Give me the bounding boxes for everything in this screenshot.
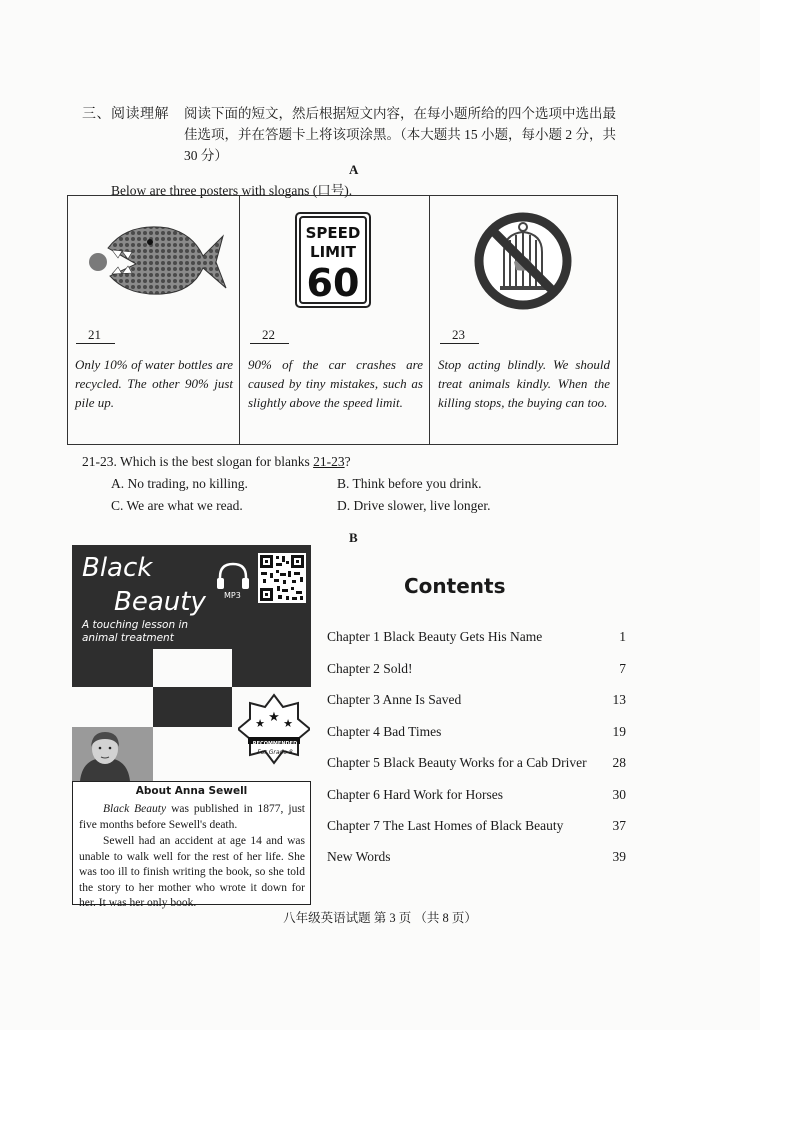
option-b[interactable]: B. Think before you drink.: [337, 476, 482, 491]
about-book-title: Black Beauty: [103, 803, 167, 815]
poster-1-text: Only 10% of water bottles are recycled. The other 90% just pile up.: [75, 357, 233, 410]
part-a-label: A: [349, 162, 359, 177]
sign-number: 60: [306, 261, 360, 305]
toc-item-page: 1: [619, 629, 626, 644]
toc-item-page: 37: [612, 818, 626, 833]
about-paragraph-2: Sewell had an accident at age 14 and was unable to walk well for the rest of her life. She was too ill to finish writing the book, so she told the story to her mother who wrote it down for her. It was her only book.: [79, 835, 305, 909]
toc-item-page: 39: [612, 849, 626, 864]
poster-table: [67, 195, 618, 445]
no-birdcage-icon: [472, 210, 574, 312]
toc-item-page: 19: [612, 724, 626, 739]
speed-limit-sign: [295, 212, 371, 308]
poster-3: [430, 196, 617, 444]
star-icon: ★: [283, 718, 293, 730]
question-stem-blanks: 21-23: [313, 454, 345, 469]
cover-checker-3: [153, 687, 232, 727]
poster-2-text: 90% of the car crashes are caused by tiny mistakes, such as slightly above the speed limit.: [248, 357, 423, 410]
question-stem-suffix: ?: [344, 454, 351, 469]
badge-recommended-text: RECOMMENDED: [252, 741, 298, 747]
question-stem-prefix: 21-23. Which is the best slogan for blanks: [82, 454, 314, 469]
about-author-box: [72, 781, 311, 909]
toc-item-title: Chapter 1 Black Beauty Gets His Name: [327, 629, 543, 644]
star-icon: ★: [268, 709, 280, 724]
about-paragraph-1: [79, 802, 305, 833]
fish-eating-ball-icon: [88, 218, 228, 300]
section-label: 三、阅读理解: [82, 107, 169, 122]
sign-line-2: LIMIT: [310, 243, 356, 261]
question-stem: [82, 454, 351, 470]
toc-item-title: Chapter 3 Anne Is Saved: [327, 692, 462, 707]
author-portrait: [72, 727, 153, 781]
option-a[interactable]: A. No trading, no killing.: [111, 476, 248, 491]
headphones-icon: [215, 561, 251, 591]
poster-2: [240, 196, 430, 444]
poster-3-text: Stop acting blindly. We should treat animals kindly. When the killing stops, the buying can too.: [438, 357, 610, 410]
cover-subtitle: A touching lesson in animal treatment: [82, 619, 189, 644]
page-footer: 八年级英语试题 第 3 页 （共 8 页）: [283, 911, 477, 925]
toc-item-page: 28: [612, 755, 626, 770]
toc-item-page: 7: [619, 661, 626, 676]
part-a-intro: Below are three posters with slogans (口号).: [111, 183, 353, 198]
option-d[interactable]: D. Drive slower, live longer.: [337, 498, 491, 513]
toc-item-title: Chapter 6 Hard Work for Horses: [327, 787, 503, 802]
toc-item-page: 30: [612, 787, 626, 802]
toc-item-title: Chapter 2 Sold!: [327, 661, 413, 676]
section-instruction: 阅读下面的短文，然后根据短文内容，在每小题所给的四个选项中选出最佳选项，并在答题卡上将该项涂黑。（本大题共 15 小题，每小题 2 分，共 30 分）: [184, 106, 616, 163]
cover-title-line2: Beauty: [114, 587, 206, 617]
star-icon: ★: [255, 718, 265, 730]
blank-21: 21: [76, 327, 115, 344]
cover-checker-1: [72, 649, 153, 687]
option-c[interactable]: C. We are what we read.: [111, 498, 243, 513]
blank-22: 22: [250, 327, 289, 344]
badge-grade-text: For Grade 8: [257, 749, 293, 756]
toc-item-title: New Words: [327, 849, 391, 864]
toc-item-page: 13: [612, 692, 626, 707]
toc-item-title: Chapter 7 The Last Homes of Black Beauty: [327, 818, 564, 833]
about-paragraph-1-text: was published in 1877, just five months before Sewell's death.: [79, 803, 306, 831]
cover-checker-2: [232, 649, 311, 687]
mp3-label: MP3: [224, 591, 241, 600]
book-cover: [72, 545, 311, 909]
toc-item-title: Chapter 5 Black Beauty Works for a Cab Driver: [327, 755, 587, 770]
blank-23: 23: [440, 327, 479, 344]
part-b-label: B: [349, 530, 358, 545]
sign-line-1: SPEED: [305, 224, 361, 242]
about-title: About Anna Sewell: [135, 785, 248, 797]
contents-title: Contents: [404, 574, 506, 598]
qr-code-icon[interactable]: [258, 553, 306, 603]
cover-title-line1: Black: [82, 553, 153, 583]
poster-1: [68, 196, 240, 444]
toc-item-title: Chapter 4 Bad Times: [327, 724, 442, 739]
